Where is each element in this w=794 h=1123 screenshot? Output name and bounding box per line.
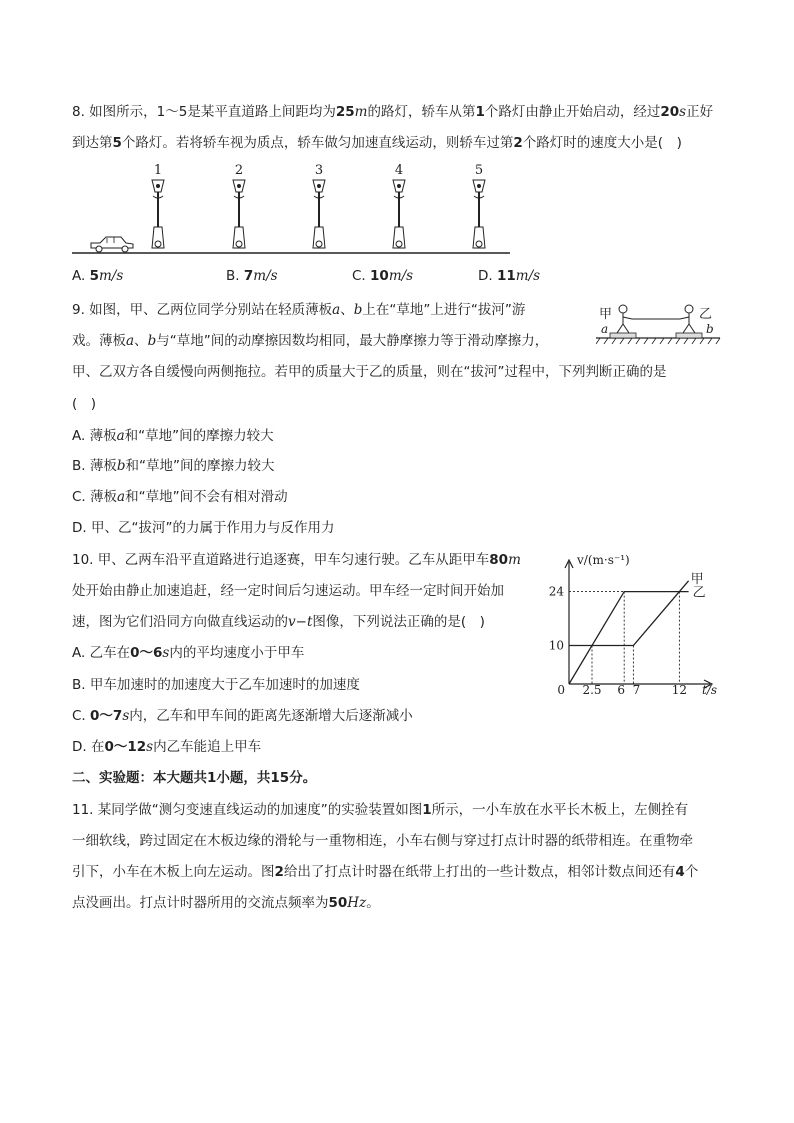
board-b [676,333,702,338]
q8-line-2: 到达第5个路灯。若将轿车视为质点，轿车做匀加速直线运动，则轿车过第2个路灯时的速度大小是( ) [72,135,682,151]
street-lamps-figure [72,160,522,260]
q10-line-1: 10. 甲、乙两车沿平直道路进行追逐赛，甲车匀速行驶。乙车从距甲车80m [72,552,521,568]
lamp-1 [152,163,164,248]
q9-line-4: ( ) [72,396,97,412]
x-axis-label: t/s [702,683,718,697]
q8-line-1: 8. 如图所示，1～5是某平直道路上间距均为25m的路灯，轿车从第1个路灯由静止开始启动，经过20s正好 [72,104,714,120]
q10-option-a[interactable]: A. 乙车在0～6s内的平均速度小于甲车 [72,645,305,661]
y-tick-label-24: 24 [548,584,564,599]
person-jia-icon [617,305,632,333]
series-label-jia: 甲 [690,571,704,587]
q11-line-3: 引下，小车在木板上向左运动。图2给出了打点计时器在纸带上打出的一些计数点，相邻计数点间还有4个 [72,864,699,880]
q9-option-d[interactable]: D. 甲、乙“拔河”的力属于作用力与反作用力 [72,520,335,536]
vt-graph [540,548,730,698]
q9-line-3: 甲、乙双方各自缓慢向两侧拖拉。若甲的质量大于乙的质量，则在“拔河”过程中，下列判断正确的是 [72,364,667,380]
x-tick-label-7: 7 [632,683,641,697]
series-label-yi: 乙 [692,585,706,601]
series-yi-line [569,592,689,684]
person-yi-icon [680,305,695,333]
q9-line-1: 9. 如图，甲、乙两位同学分别站在轻质薄板a、b上在“草地”上进行“拔河”游 [72,302,526,318]
x-tick-label-6: 6 [617,683,626,697]
lamp-label-1: 1 [153,163,163,178]
lamp-3 [313,163,325,248]
q10-option-c[interactable]: C. 0～7s内，乙车和甲车间的距离先逐渐增大后逐渐减小 [72,708,413,724]
q11-line-2: 一细软线，跨过固定在木板边缘的滑轮与一重物相连，小车右侧与穿过打点计时器的纸带相连。在重物牵 [72,833,693,849]
q9-option-c[interactable]: C. 薄板a和“草地”间不会有相对滑动 [72,489,288,505]
q8-option-d[interactable]: D. 11m/s [478,268,541,284]
origin-label: 0 [557,683,565,697]
x-tick-label-12: 12 [671,683,688,697]
fig-label-a: a [601,322,609,336]
q9-option-a[interactable]: A. 薄板a和“草地”间的摩擦力较大 [72,428,274,444]
q11-line-1: 11. 某同学做“测匀变速直线运动的加速度”的实验装置如图1所示，一小车放在水平长木板上，左侧拴有 [72,802,689,818]
tug-of-war-figure [596,300,726,350]
lamp-4 [393,163,405,248]
fig-label-jia: 甲 [599,307,613,322]
section-2-heading: 二、实验题：本大题共1小题，共15分。 [72,770,317,786]
lamp-5 [473,163,485,248]
lamp-2 [233,163,245,248]
lamp-label-5: 5 [474,163,484,178]
lamp-label-2: 2 [234,163,244,178]
q10-line-3: 速，图为它们沿同方向做直线运动的v−t图像，下列说法正确的是( ) [72,614,485,630]
q11-line-4: 点没画出。打点计时器所用的交流点频率为50Hz。 [72,895,380,911]
fig-label-b: b [706,322,714,336]
y-tick-label-10: 10 [548,638,564,653]
q9-line-2: 戏。薄板a、b与“草地”间的动摩擦因数均相同，最大静摩擦力等于滑动摩擦力， [72,333,549,349]
q10-line-2: 处开始由静止加速追赶，经一定时间后匀速运动。甲车经一定时间开始加 [72,583,504,599]
car-icon [91,237,133,252]
q8-option-b[interactable]: B. 7m/s [226,268,278,284]
q10-option-d[interactable]: D. 在0～12s内乙车能追上甲车 [72,739,262,755]
lamp-label-3: 3 [314,163,324,178]
lamp-label-4: 4 [394,163,404,178]
x-tick-label-2.5: 2.5 [582,683,602,697]
series-jia-line [569,581,689,646]
q8-option-c[interactable]: C. 10m/s [352,268,414,284]
y-axis-label: v/(m·s⁻¹) [577,553,630,567]
fig-label-yi: 乙 [699,307,713,322]
board-a [610,333,636,338]
q10-option-b[interactable]: B. 甲车加速时的加速度大于乙车加速时的加速度 [72,677,360,693]
q8-option-a[interactable]: A. 5m/s [72,268,124,284]
q9-option-b[interactable]: B. 薄板b和“草地”间的摩擦力较大 [72,458,275,474]
